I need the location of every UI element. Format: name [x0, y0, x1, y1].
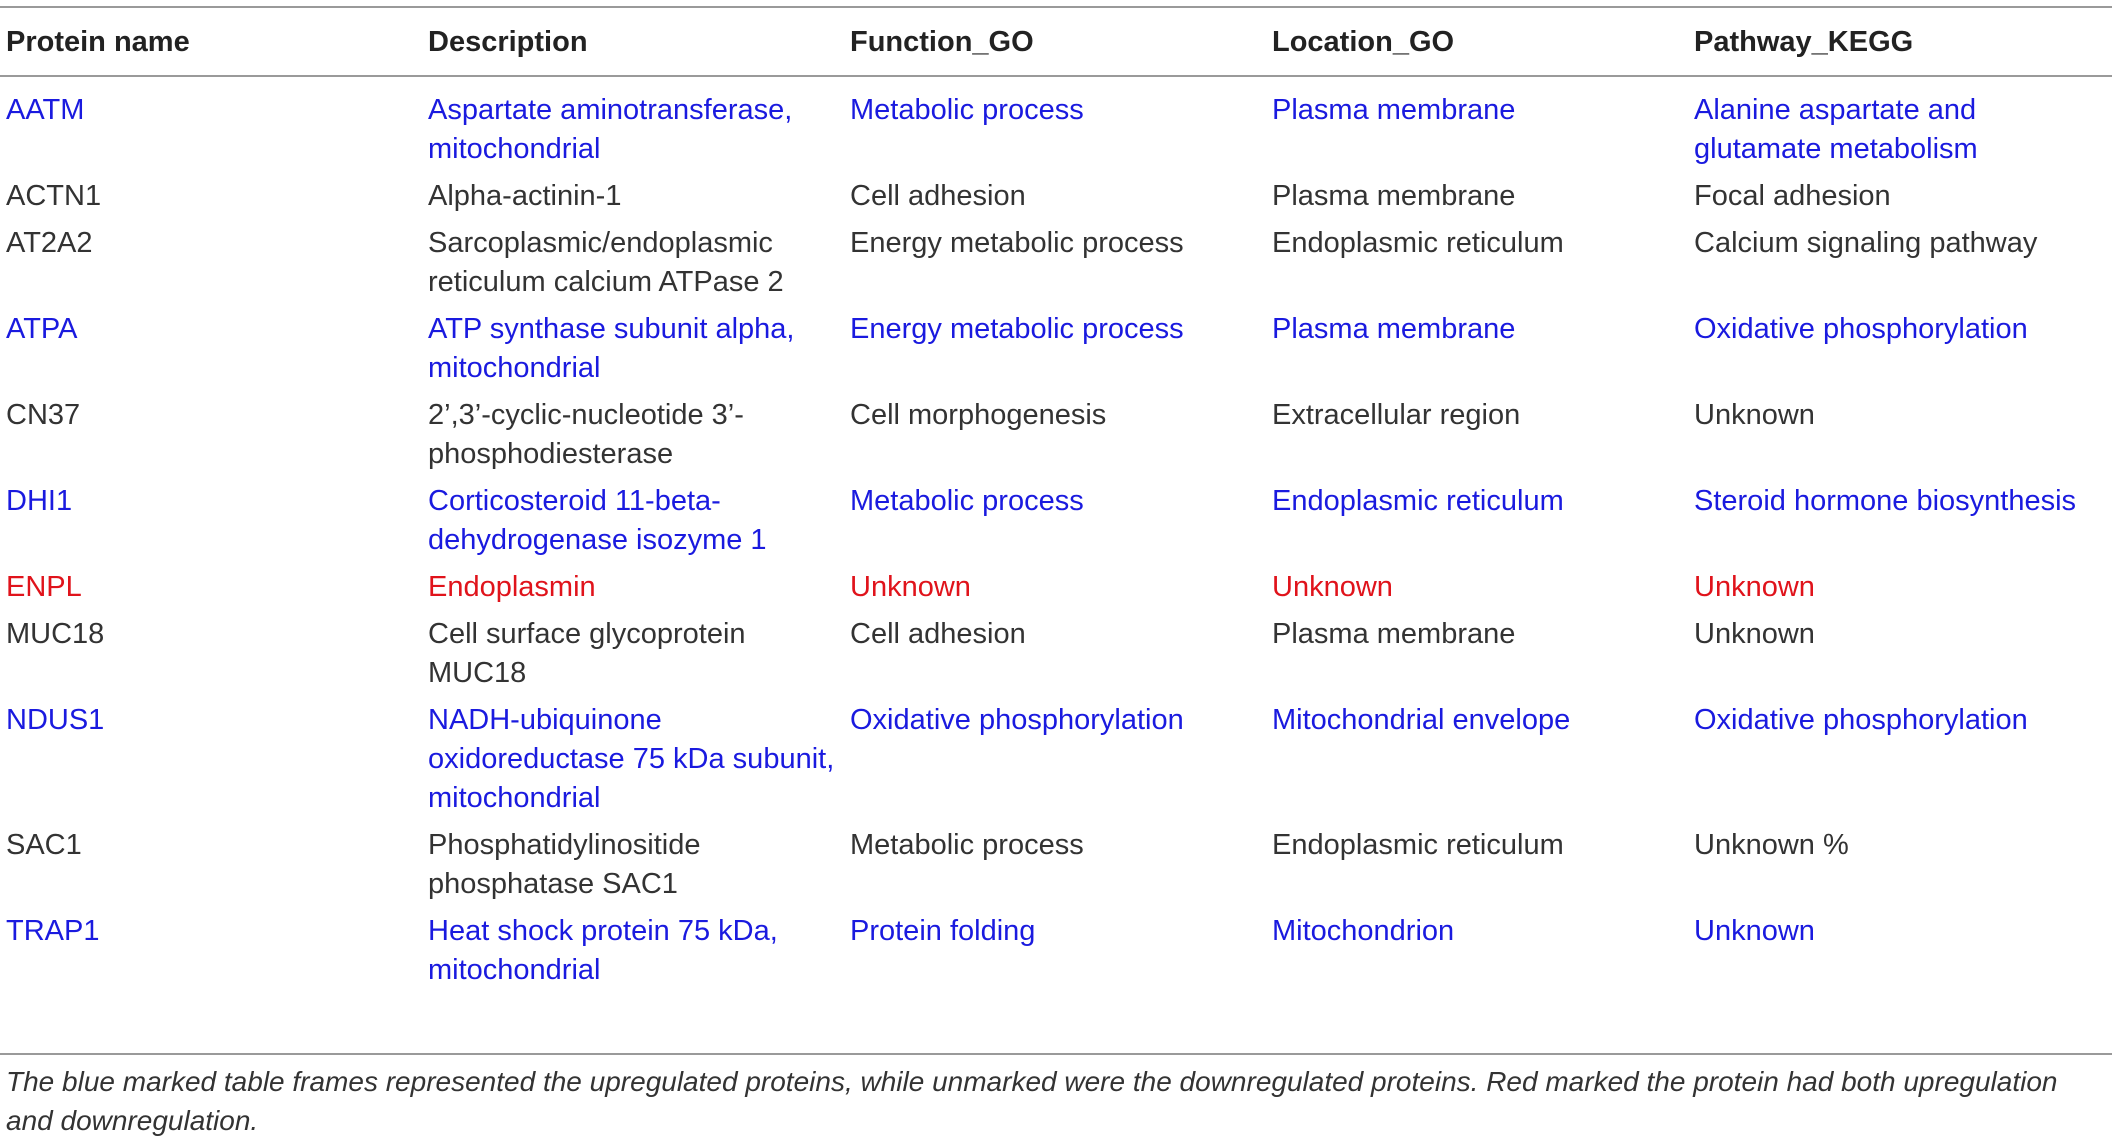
table-row	[0, 701, 2112, 826]
cell-description: Cell surface glycoprotein MUC18	[428, 618, 746, 689]
cell-protein-name: ENPL	[6, 571, 82, 603]
cell-pathway-kegg: Alanine aspartate and glutamate metabolism	[1694, 94, 1978, 165]
cell-pathway-kegg: Unknown	[1694, 915, 1815, 947]
header-pathway-kegg: Pathway_KEGG	[1694, 26, 1914, 58]
cell-location-go: Mitochondrion	[1272, 915, 1455, 947]
cell-protein-name: TRAP1	[6, 915, 100, 947]
table-row	[0, 568, 2112, 615]
cell-description: Phosphatidylinositide phosphatase SAC1	[428, 829, 701, 900]
cell-description: Heat shock protein 75 kDa, mitochondrial	[428, 915, 778, 986]
cell-pathway-kegg: Unknown	[1694, 618, 1815, 650]
cell-description: Sarcoplasmic/endoplasmic reticulum calcium ATPase 2	[428, 227, 784, 298]
cell-pathway-kegg: Oxidative phosphorylation	[1694, 313, 2028, 345]
cell-function-go: Energy metabolic process	[850, 313, 1184, 345]
table-footnote: The blue marked table frames represented the upregulated proteins, while unmarked were the downregulated proteins. Red marked the protein had both upregulation and downregulation.	[6, 1066, 2058, 1136]
cell-location-go: Unknown	[1272, 571, 1393, 603]
cell-location-go: Mitochondrial envelope	[1272, 704, 1571, 736]
table-row	[0, 826, 2112, 912]
cell-function-go: Metabolic process	[850, 829, 1084, 861]
cell-function-go: Metabolic process	[850, 485, 1084, 517]
cell-description: Alpha-actinin-1	[428, 180, 622, 212]
footnote-divider	[0, 1053, 2112, 1055]
cell-function-go: Protein folding	[850, 915, 1036, 947]
cell-protein-name: AATM	[6, 94, 85, 126]
cell-location-go: Extracellular region	[1272, 399, 1521, 431]
table-header	[0, 7, 2112, 76]
header-function-go: Function_GO	[850, 26, 1034, 58]
cell-function-go: Energy metabolic process	[850, 227, 1184, 259]
cell-protein-name: NDUS1	[6, 704, 105, 736]
table-body	[0, 76, 2112, 1002]
table-row	[0, 224, 2112, 310]
cell-pathway-kegg: Unknown	[1694, 399, 1815, 431]
table-row	[0, 912, 2112, 1002]
header-row	[0, 7, 2112, 76]
cell-location-go: Endoplasmic reticulum	[1272, 829, 1564, 861]
cell-description: NADH-ubiquinone oxidoreductase 75 kDa subunit, mitochondrial	[428, 704, 835, 814]
cell-protein-name: ACTN1	[6, 180, 102, 212]
cell-location-go: Endoplasmic reticulum	[1272, 485, 1564, 517]
cell-pathway-kegg: Calcium signaling pathway	[1694, 227, 2038, 259]
cell-location-go: Endoplasmic reticulum	[1272, 227, 1564, 259]
cell-location-go: Plasma membrane	[1272, 180, 1516, 212]
cell-protein-name: MUC18	[6, 618, 105, 650]
cell-pathway-kegg: Oxidative phosphorylation	[1694, 704, 2028, 736]
cell-function-go: Cell adhesion	[850, 618, 1026, 650]
cell-protein-name: ATPA	[6, 313, 78, 345]
cell-description: ATP synthase subunit alpha, mitochondrial	[428, 313, 795, 384]
cell-protein-name: SAC1	[6, 829, 82, 861]
cell-description: 2’,3’-cyclic-nucleotide 3’-phosphodiesterase	[428, 399, 744, 470]
cell-pathway-kegg: Unknown %	[1694, 829, 1849, 861]
cell-location-go: Plasma membrane	[1272, 94, 1516, 126]
cell-pathway-kegg: Focal adhesion	[1694, 180, 1891, 212]
cell-pathway-kegg: Unknown	[1694, 571, 1815, 603]
table-row	[0, 396, 2112, 482]
header-description: Description	[428, 26, 588, 58]
table-row	[0, 615, 2112, 701]
cell-description: Aspartate aminotransferase, mitochondrial	[428, 94, 793, 165]
cell-description: Endoplasmin	[428, 571, 596, 603]
cell-pathway-kegg: Steroid hormone biosynthesis	[1694, 485, 2077, 517]
cell-function-go: Oxidative phosphorylation	[850, 704, 1184, 736]
protein-table	[0, 6, 2112, 1002]
cell-function-go: Cell adhesion	[850, 180, 1026, 212]
protein-table-container	[0, 6, 2112, 1002]
header-location-go: Location_GO	[1272, 26, 1455, 58]
cell-protein-name: AT2A2	[6, 227, 93, 259]
table-row	[0, 76, 2112, 177]
cell-function-go: Metabolic process	[850, 94, 1084, 126]
table-row	[0, 310, 2112, 396]
cell-description: Corticosteroid 11-beta-dehydrogenase isozyme 1	[428, 485, 767, 556]
table-row	[0, 482, 2112, 568]
cell-protein-name: CN37	[6, 399, 81, 431]
cell-function-go: Unknown	[850, 571, 971, 603]
cell-location-go: Plasma membrane	[1272, 313, 1516, 345]
cell-function-go: Cell morphogenesis	[850, 399, 1107, 431]
cell-protein-name: DHI1	[6, 485, 73, 517]
cell-location-go: Plasma membrane	[1272, 618, 1516, 650]
table-row	[0, 177, 2112, 224]
header-protein-name: Protein name	[6, 26, 190, 58]
